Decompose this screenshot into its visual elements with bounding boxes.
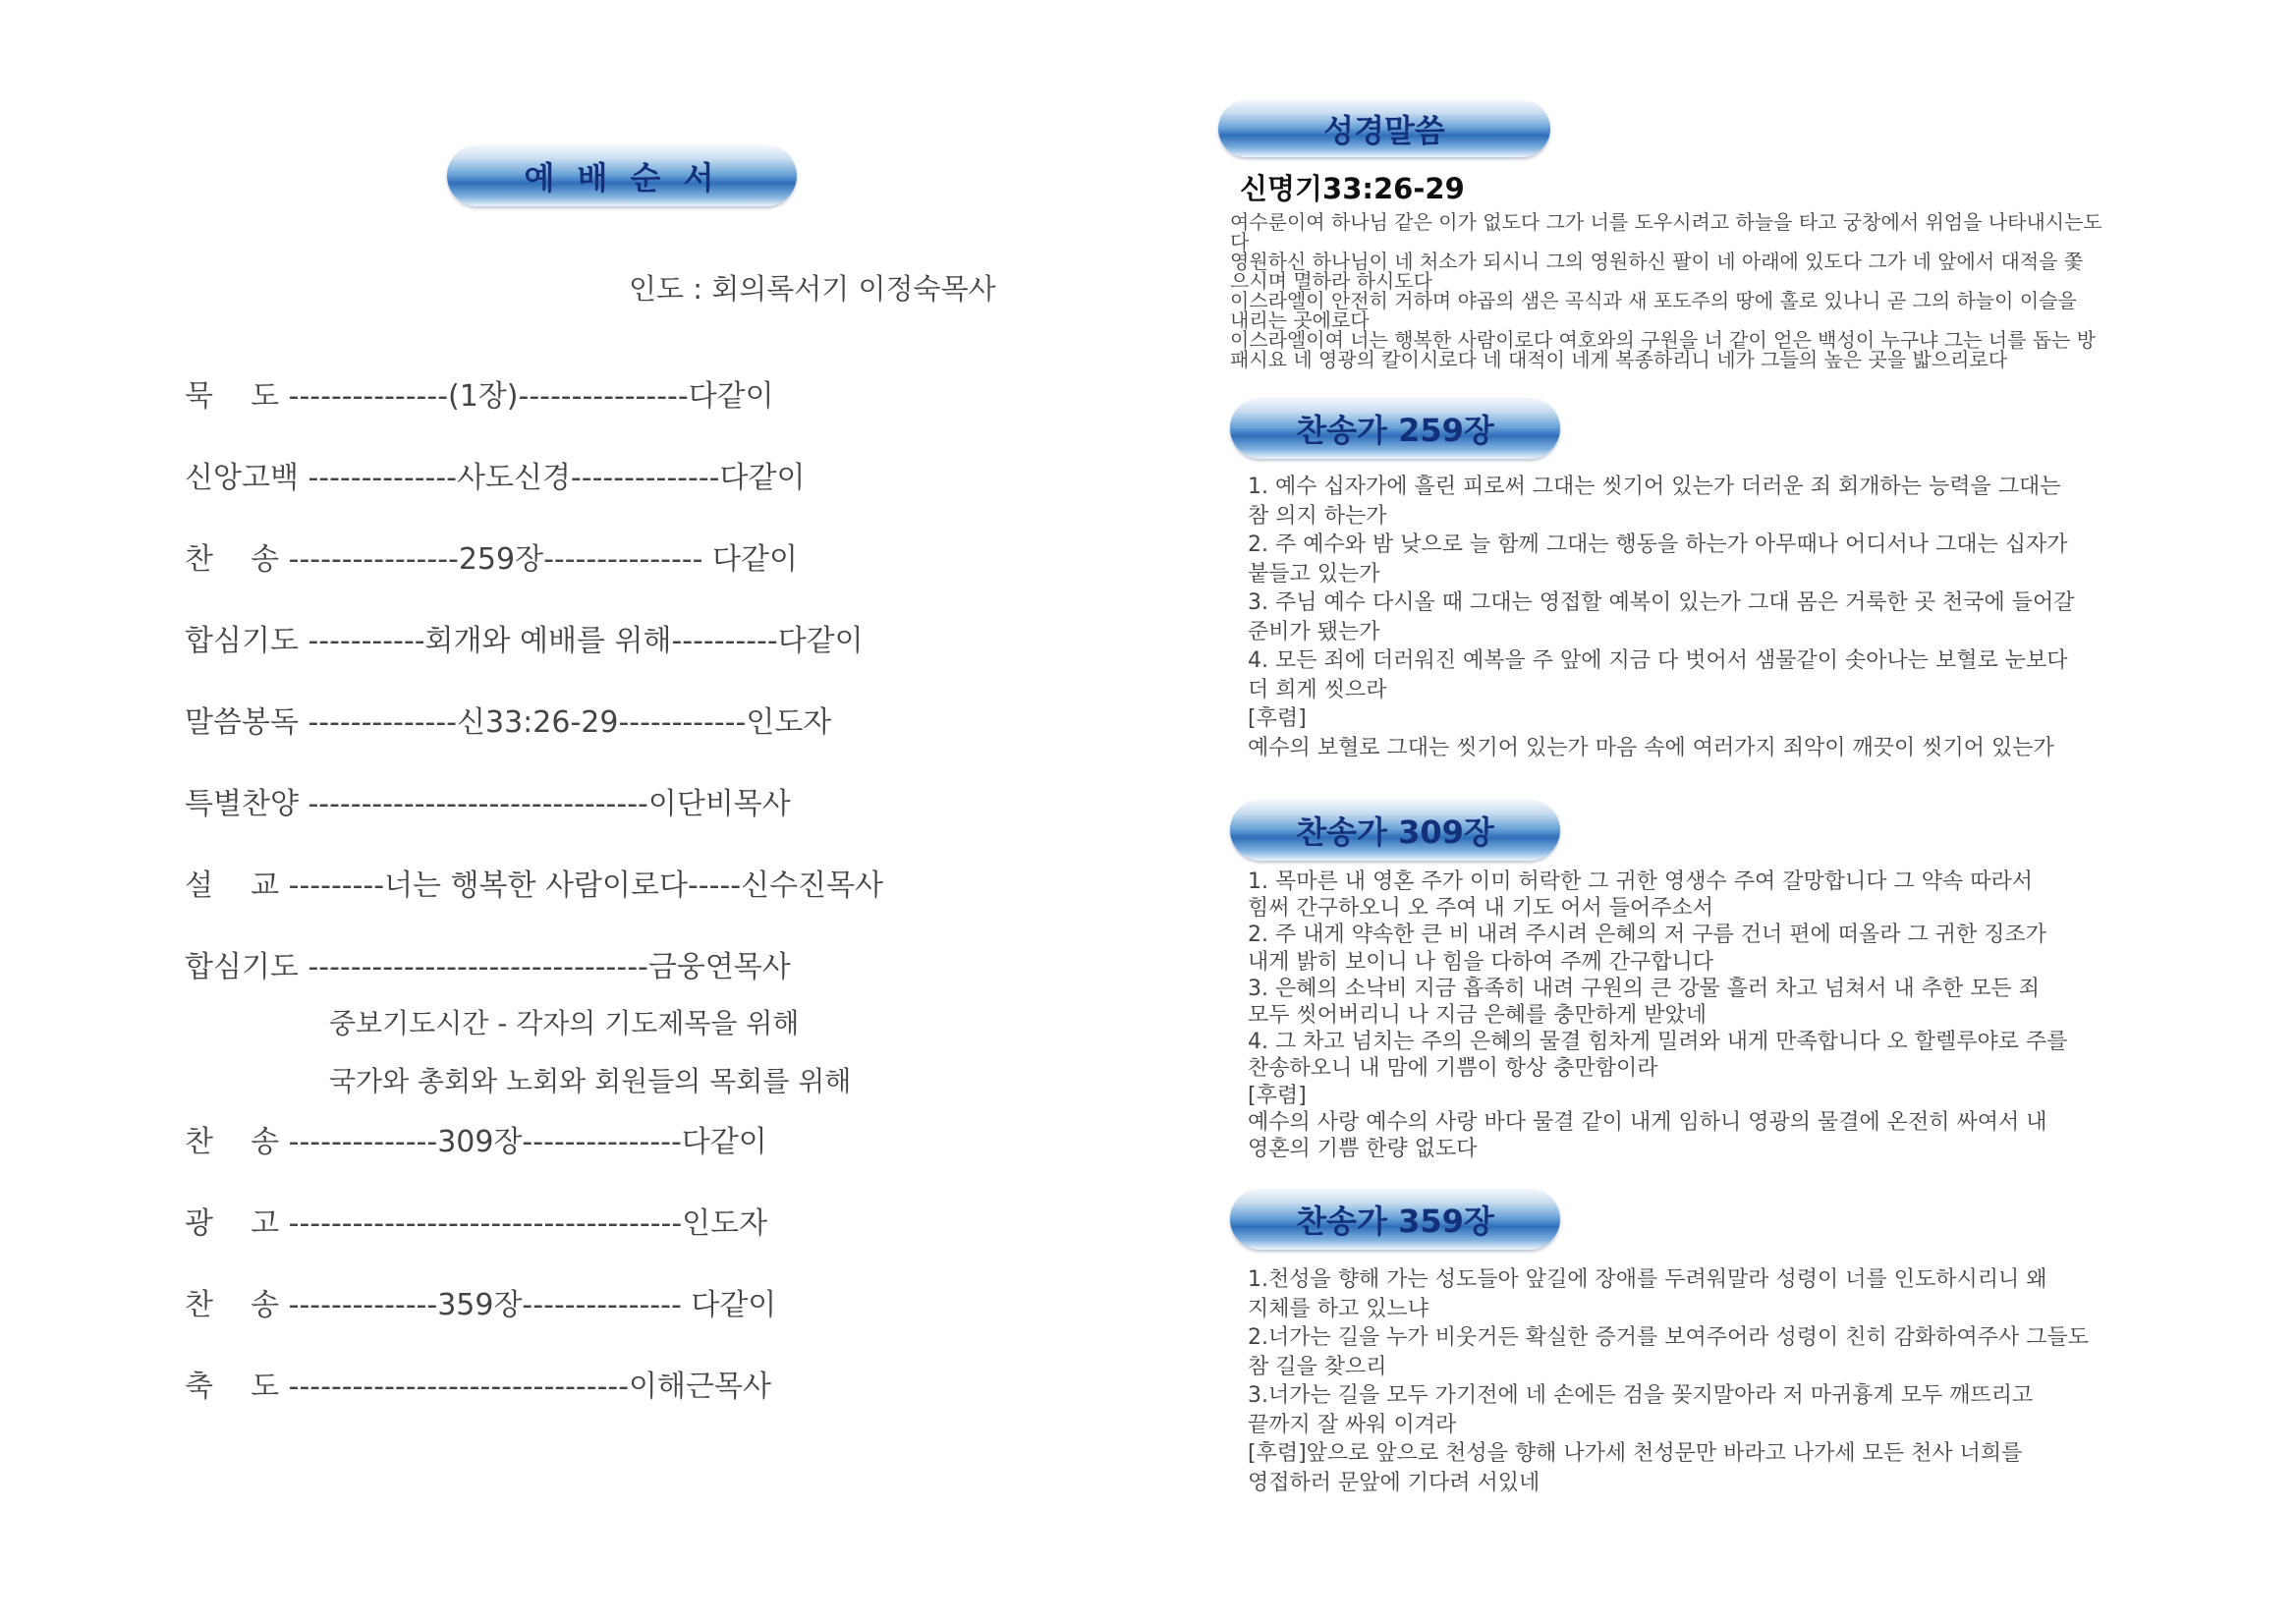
order-item-special-music: 특별찬양 --------------------------------이단비목사 <box>185 787 791 821</box>
lyric-line: 예수의 사랑 예수의 사랑 바다 물결 같이 내게 임하니 영광의 물결에 온전히 싸여서 내 <box>1248 1109 2047 1135</box>
lyric-line: 참 의지 하는가 <box>1248 503 1387 529</box>
order-item-hymn-359: 찬 송 --------------359장--------------- 다같이 <box>185 1288 777 1322</box>
lyric-line: 4. 모든 죄에 더러워진 예복을 주 앞에 지금 다 벗어서 샘물같이 솟아나는 보혈로 눈보다 <box>1248 648 2068 673</box>
order-item-sermon: 설 교 ---------너는 행복한 사람이로다-----신수진목사 <box>185 868 883 903</box>
hymn-359-title: 찬송가 359장 <box>1230 1189 1560 1250</box>
scripture-title: 성경말씀 <box>1218 100 1550 157</box>
order-item-scripture-reading: 말씀봉독 --------------신33:26-29------------인도자 <box>185 705 832 740</box>
order-item-creed: 신앙고백 --------------사도신경--------------다같이 <box>185 461 806 495</box>
lyric-line: 예수의 보혈로 그대는 씻기어 있는가 마음 속에 여러가지 죄악이 깨끗이 씻기어 있는가 <box>1248 735 2054 760</box>
hymn-309-lyrics <box>1248 868 2067 1162</box>
order-item-unison-prayer-2: 합심기도 --------------------------------금웅연목사 <box>185 950 791 984</box>
scripture-line: 이스라엘이 안전히 거하며 야곱의 샘은 곡식과 새 포도주의 땅에 홀로 있나니 곧 그의 하늘이 이슬을 <box>1230 289 2077 312</box>
worship-leader: 인도 : 회의록서기 이정숙목사 <box>629 272 996 306</box>
lyric-line: 3. 은혜의 소낙비 지금 흡족히 내려 구원의 큰 강물 흘러 차고 넘쳐서 내 추한 모든 죄 <box>1248 976 2040 1001</box>
lyric-line: 지체를 하고 있느냐 <box>1248 1296 1429 1321</box>
lyric-line: 내게 밝히 보이니 나 힘을 다하여 주께 간구합니다 <box>1248 949 1713 975</box>
lyric-line: [후렴] <box>1248 1083 1307 1108</box>
order-of-worship-title: 예 배 순 서 <box>447 145 797 206</box>
lyric-line: 2. 주 예수와 밤 낮으로 늘 함께 그대는 행동을 하는가 아무때나 어디서나 그대는 십자가 <box>1248 532 2068 557</box>
order-item-announcements: 광 고 -------------------------------------인도자 <box>185 1206 768 1241</box>
hymn-309-title: 찬송가 309장 <box>1230 800 1560 861</box>
lyric-line: 모두 씻어버리니 나 지금 은혜를 충만하게 받았네 <box>1248 1003 1708 1029</box>
order-item-benediction: 축 도 --------------------------------이해근목사 <box>185 1370 771 1404</box>
scripture-line: 패시요 네 영광의 칼이시로다 네 대적이 네게 복종하리니 네가 그들의 높은 곳을 밟으리로다 <box>1230 348 2008 371</box>
lyric-line: 1.천성을 향해 가는 성도들아 앞길에 장애를 두려워말라 성령이 너를 인도하시리니 왜 <box>1248 1267 2047 1292</box>
lyric-line: [후렴] <box>1248 706 1307 731</box>
scripture-line: 영원하신 하나님이 네 처소가 되시니 그의 영원하신 팔이 네 아래에 있도다 그가 네 앞에서 대적을 쫓 <box>1230 250 2084 273</box>
scripture-line: 다 <box>1230 230 1250 253</box>
scripture-line: 내리는 곳에로다 <box>1230 308 1370 332</box>
lyric-line: 3.너가는 길을 모두 가기전에 네 손에든 검을 꽂지말아라 저 마귀흉계 모두 깨뜨리고 <box>1248 1383 2034 1408</box>
lyric-line: 1. 목마른 내 영혼 주가 이미 허락한 그 귀한 영생수 주여 갈망합니다 그 약속 따라서 <box>1248 869 2033 894</box>
lyric-line: 영접하러 문앞에 기다려 서있네 <box>1248 1470 1540 1495</box>
prayer-note-1: 중보기도시간 - 각자의 기도제목을 위해 <box>329 1007 800 1039</box>
scripture-reference: 신명기33:26-29 <box>1240 172 1465 205</box>
hymn-259-lyrics <box>1248 473 2074 762</box>
lyric-line: 찬송하오니 내 맘에 기쁨이 항상 충만함이라 <box>1248 1056 1658 1082</box>
lyric-line: 영혼의 기쁨 한량 없도다 <box>1248 1137 1478 1162</box>
lyric-line: 준비가 됐는가 <box>1248 619 1380 644</box>
lyric-line: 끝까지 잘 싸워 이겨라 <box>1248 1412 1457 1437</box>
lyric-line: 3. 주님 예수 다시올 때 그대는 영접할 예복이 있는가 그대 몸은 거룩한 곳 천국에 들어갈 <box>1248 590 2075 615</box>
lyric-line: 1. 예수 십자가에 흘린 피로써 그대는 씻기어 있는가 더러운 죄 회개하는 능력을 그대는 <box>1248 475 2061 499</box>
scripture-line: 으시며 멸하라 하시도다 <box>1230 269 1432 293</box>
order-item-hymn-309: 찬 송 --------------309장---------------다같이 <box>185 1125 767 1159</box>
lyric-line: 참 길을 찾으리 <box>1248 1354 1387 1379</box>
scripture-text <box>1230 212 2102 369</box>
hymn-359-lyrics <box>1248 1265 2089 1497</box>
scripture-line: 여수룬이여 하나님 같은 이가 없도다 그가 너를 도우시려고 하늘을 타고 궁창에서 위엄을 나타내시는도 <box>1230 210 2102 234</box>
order-item-unison-prayer-1: 합심기도 -----------회개와 예배를 위해----------다같이 <box>185 624 864 658</box>
prayer-note-2: 국가와 총회와 노회와 회원들의 목회를 위해 <box>329 1065 852 1097</box>
lyric-line: 더 희게 씻으라 <box>1248 677 1387 702</box>
order-item-silent-prayer: 묵 도 ---------------(1장)----------------다같이 <box>185 379 774 414</box>
lyric-line: [후렴]앞으로 앞으로 천성을 향해 나가세 천성문만 바라고 나가세 모든 천사 너희를 <box>1248 1441 2023 1466</box>
scripture-line: 이스라엘이여 너는 행복한 사람이로다 여호와의 구원을 너 같이 얻은 백성이 누구냐 그는 너를 돕는 방 <box>1230 328 2097 352</box>
order-item-hymn-259: 찬 송 ----------------259장--------------- 다같이 <box>185 542 798 577</box>
lyric-line: 붙들고 있는가 <box>1248 561 1380 587</box>
lyric-line: 4. 그 차고 넘치는 주의 은혜의 물결 힘차게 밀려와 내게 만족합니다 오 할렐루야로 주를 <box>1248 1030 2068 1055</box>
lyric-line: 2.너가는 길을 누가 비웃거든 확실한 증거를 보여주어라 성령이 친히 감화하여주사 그들도 <box>1248 1325 2089 1350</box>
lyric-line: 힘써 간구하오니 오 주여 내 기도 어서 들어주소서 <box>1248 896 1713 922</box>
lyric-line: 2. 주 내게 약속한 큰 비 내려 주시려 은혜의 저 구름 건너 편에 떠올라 그 귀한 징조가 <box>1248 923 2046 948</box>
hymn-259-title: 찬송가 259장 <box>1230 398 1560 459</box>
